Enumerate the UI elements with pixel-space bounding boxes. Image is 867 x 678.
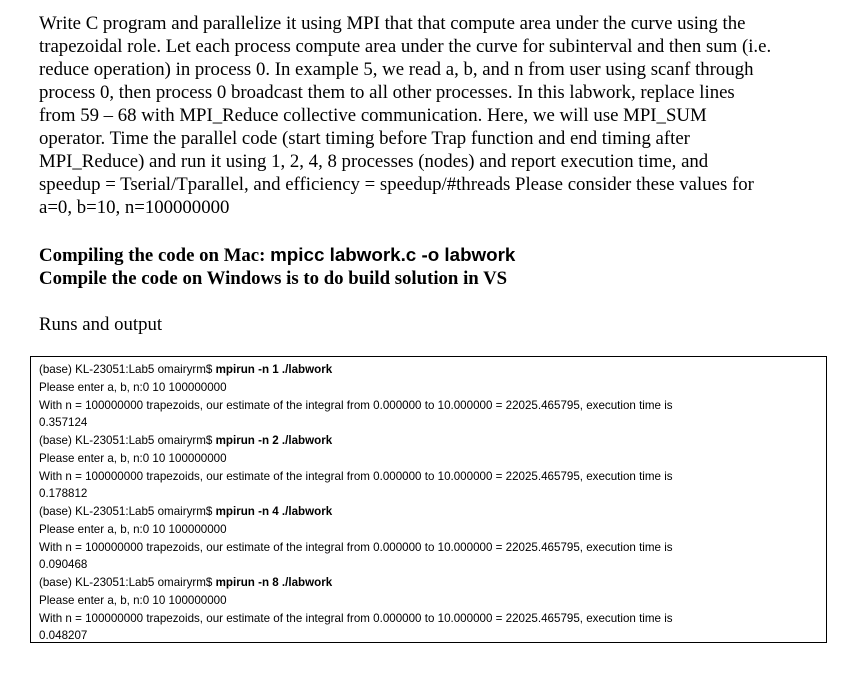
terminal-input-line: Please enter a, b, n:0 10 100000000 xyxy=(39,522,227,536)
terminal-prompt: (base) KL-23051:Lab5 omairyrm$ xyxy=(39,363,216,376)
terminal-input-line: Please enter a, b, n:0 10 100000000 xyxy=(39,451,227,465)
terminal-input-line: Please enter a, b, n:0 10 100000000 xyxy=(39,593,227,607)
terminal-input-line: Please enter a, b, n:0 10 100000000 xyxy=(39,380,227,394)
runs-heading: Runs and output xyxy=(39,314,163,335)
terminal-time-value: 0.090468 xyxy=(39,558,88,572)
terminal-command-line xyxy=(39,432,826,450)
paragraph-line: trapezoidal role. Let each process compute area under the curve for subinterval and then sum (i.e. xyxy=(39,36,772,57)
terminal-prompt: (base) KL-23051:Lab5 omairyrm$ xyxy=(39,505,216,518)
paragraph-line: reduce operation) in process 0. In example 5, we read a, b, and n from user using scanf through xyxy=(39,59,754,80)
terminal-command: mpirun -n 8 ./labwork xyxy=(215,576,333,589)
terminal-command-line xyxy=(39,574,826,592)
paragraph-line: a=0, b=10, n=100000000 xyxy=(39,197,230,218)
terminal-prompt: (base) KL-23051:Lab5 omairyrm$ xyxy=(39,576,216,589)
terminal-result-line: With n = 100000000 trapezoids, our estimate of the integral from 0.000000 to 10.000000 = 22025.465795, execution time is xyxy=(39,469,673,483)
compile-instructions xyxy=(39,243,515,290)
compile-mac-line xyxy=(39,243,515,267)
instructions-paragraph xyxy=(39,12,839,219)
paragraph-line: speedup = Tserial/Tparallel, and efficiency = speedup/#threads Please consider these values for xyxy=(39,174,754,195)
compile-windows-line: Compile the code on Windows is to do build solution in VS xyxy=(39,268,508,289)
terminal-command: mpirun -n 4 ./labwork xyxy=(215,505,333,518)
paragraph-line: from 59 – 68 with MPI_Reduce collective communication. Here, we will use MPI_SUM xyxy=(39,105,707,126)
terminal-command-line xyxy=(39,361,826,379)
terminal-command-line xyxy=(39,503,826,521)
terminal-result-line: With n = 100000000 trapezoids, our estimate of the integral from 0.000000 to 10.000000 = 22025.465795, execution time is xyxy=(39,398,673,412)
paragraph-line: process 0, then process 0 broadcast them to all other processes. In this labwork, replace lines xyxy=(39,82,735,103)
paragraph-line: Write C program and parallelize it using MPI that that compute area under the curve using the xyxy=(39,13,746,34)
paragraph-line: MPI_Reduce) and run it using 1, 2, 4, 8 processes (nodes) and report execution time, and xyxy=(39,151,709,172)
terminal-time-value: 0.357124 xyxy=(39,416,88,430)
terminal-command: mpirun -n 1 ./labwork xyxy=(215,363,333,376)
terminal-time-value: 0.048207 xyxy=(39,629,88,643)
terminal-result-line: With n = 100000000 trapezoids, our estimate of the integral from 0.000000 to 10.000000 = 22025.465795, execution time is xyxy=(39,611,673,625)
compile-mac-label: Compiling the code on Mac: xyxy=(39,245,271,266)
compile-mac-command: mpicc labwork.c -o labwork xyxy=(270,244,516,265)
terminal-command: mpirun -n 2 ./labwork xyxy=(215,434,333,447)
paragraph-line: operator. Time the parallel code (start timing before Trap function and end timing after xyxy=(39,128,690,149)
terminal-result-line: With n = 100000000 trapezoids, our estimate of the integral from 0.000000 to 10.000000 = 22025.465795, execution time is xyxy=(39,540,673,554)
terminal-time-value: 0.178812 xyxy=(39,487,88,501)
terminal-prompt: (base) KL-23051:Lab5 omairyrm$ xyxy=(39,434,216,447)
terminal-output-box xyxy=(30,356,827,643)
